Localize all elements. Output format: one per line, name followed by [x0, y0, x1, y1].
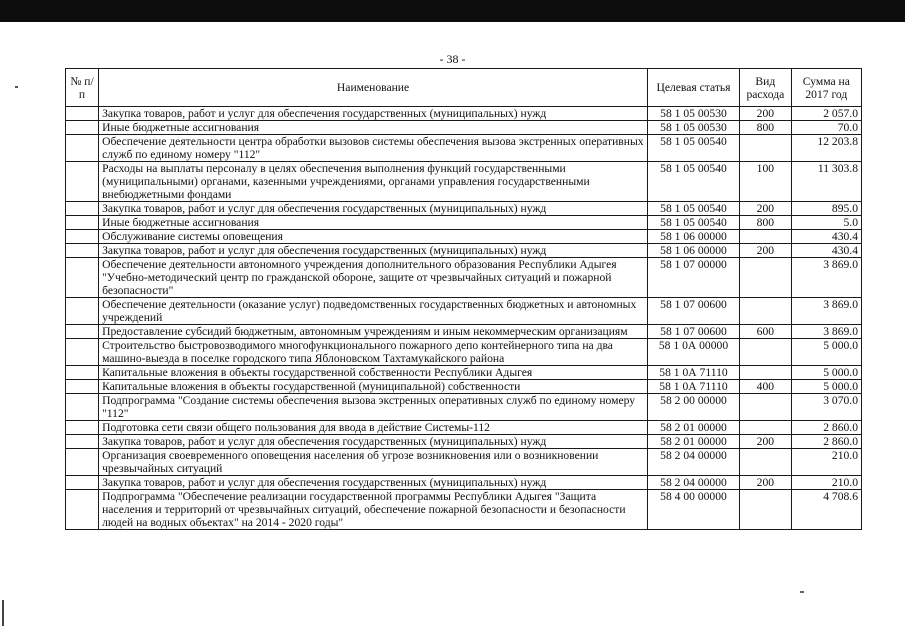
cell-article: 58 2 01 00000	[648, 435, 740, 449]
cell-num	[66, 202, 99, 216]
scan-edge-mark	[2, 600, 4, 626]
table-body	[66, 107, 862, 530]
cell-sum: 3 869.0	[791, 298, 861, 325]
cell-sum: 4 708.6	[791, 490, 861, 530]
table-row	[66, 366, 862, 380]
cell-name: Обеспечение деятельности центра обработки вызовов системы обеспечения вызова экстренных оперативных служб по единому номеру "112"	[99, 135, 648, 162]
cell-sum: 210.0	[791, 476, 861, 490]
cell-article: 58 1 06 00000	[648, 244, 740, 258]
cell-num	[66, 135, 99, 162]
cell-num	[66, 216, 99, 230]
header-num: № п/п	[66, 69, 99, 107]
cell-num	[66, 162, 99, 202]
table-row	[66, 380, 862, 394]
cell-name: Иные бюджетные ассигнования	[99, 121, 648, 135]
cell-sum: 5 000.0	[791, 366, 861, 380]
cell-kind	[740, 339, 792, 366]
cell-sum: 5 000.0	[791, 339, 861, 366]
cell-name: Обеспечение деятельности автономного учреждения дополнительного образования Республики Адыгея "Учебно-методический центр по гражданской обороне, защите от чрезвычайных ситуаций и пожарной безопасности"	[99, 258, 648, 298]
scan-speck	[800, 591, 804, 593]
table-row	[66, 490, 862, 530]
cell-name: Капитальные вложения в объекты государственной (муниципальной) собственности	[99, 380, 648, 394]
cell-name: Расходы на выплаты персоналу в целях обеспечения выполнения функций государственными (муниципальными) органами, казенными учреждениями, органами управления государственными внебюджетными фондами	[99, 162, 648, 202]
cell-article: 58 1 0А 71110	[648, 380, 740, 394]
cell-num	[66, 366, 99, 380]
cell-name: Капитальные вложения в объекты государственной собственности Республики Адыгея	[99, 366, 648, 380]
cell-sum: 210.0	[791, 449, 861, 476]
cell-num	[66, 298, 99, 325]
cell-kind	[740, 298, 792, 325]
cell-article: 58 1 05 00540	[648, 135, 740, 162]
cell-name: Обеспечение деятельности (оказание услуг) подведомственных государственных бюджетных и автономных учреждений	[99, 298, 648, 325]
cell-kind: 400	[740, 380, 792, 394]
cell-name: Подготовка сети связи общего пользования для ввода в действие Системы-112	[99, 421, 648, 435]
cell-name: Закупка товаров, работ и услуг для обеспечения государственных (муниципальных) нужд	[99, 435, 648, 449]
cell-name: Подпрограмма "Создание системы обеспечения вызова экстренных оперативных служб по единому номеру "112"	[99, 394, 648, 421]
table-header-row	[66, 69, 862, 107]
table-row	[66, 325, 862, 339]
cell-article: 58 2 00 00000	[648, 394, 740, 421]
cell-sum: 5 000.0	[791, 380, 861, 394]
cell-sum: 3 070.0	[791, 394, 861, 421]
header-article: Целевая статья	[648, 69, 740, 107]
cell-article: 58 1 07 00600	[648, 298, 740, 325]
cell-kind	[740, 366, 792, 380]
cell-kind: 200	[740, 107, 792, 121]
cell-num	[66, 380, 99, 394]
cell-article: 58 2 01 00000	[648, 421, 740, 435]
cell-name: Закупка товаров, работ и услуг для обеспечения государственных (муниципальных) нужд	[99, 202, 648, 216]
table-row	[66, 435, 862, 449]
scan-speck	[15, 86, 18, 88]
cell-kind	[740, 490, 792, 530]
cell-num	[66, 325, 99, 339]
table-row	[66, 162, 862, 202]
cell-name: Закупка товаров, работ и услуг для обеспечения государственных (муниципальных) нужд	[99, 476, 648, 490]
cell-article: 58 2 04 00000	[648, 449, 740, 476]
cell-num	[66, 339, 99, 366]
cell-num	[66, 121, 99, 135]
cell-article: 58 4 00 00000	[648, 490, 740, 530]
cell-article: 58 1 05 00530	[648, 107, 740, 121]
cell-num	[66, 230, 99, 244]
cell-kind	[740, 449, 792, 476]
cell-kind: 200	[740, 202, 792, 216]
table-row	[66, 135, 862, 162]
table-row	[66, 202, 862, 216]
header-name: Наименование	[99, 69, 648, 107]
cell-article: 58 2 04 00000	[648, 476, 740, 490]
cell-article: 58 1 06 00000	[648, 230, 740, 244]
cell-sum: 2 860.0	[791, 435, 861, 449]
table-row	[66, 107, 862, 121]
table-row	[66, 476, 862, 490]
cell-name: Строительство быстровозводимого многофункционального пожарного депо контейнерного типа на два машино-выезда в поселке городского типа Яблоновском Тахтамукайского района	[99, 339, 648, 366]
page-number: - 38 -	[439, 52, 466, 66]
cell-kind: 200	[740, 476, 792, 490]
cell-num	[66, 394, 99, 421]
cell-sum: 2 860.0	[791, 421, 861, 435]
cell-kind: 100	[740, 162, 792, 202]
cell-kind: 800	[740, 121, 792, 135]
cell-name: Предоставление субсидий бюджетным, автономным учреждениям и иным некоммерческим организациям	[99, 325, 648, 339]
cell-num	[66, 490, 99, 530]
table-row	[66, 421, 862, 435]
cell-kind	[740, 258, 792, 298]
cell-kind: 200	[740, 244, 792, 258]
cell-name: Обслуживание системы оповещения	[99, 230, 648, 244]
cell-article: 58 1 05 00540	[648, 162, 740, 202]
cell-num	[66, 435, 99, 449]
table-row	[66, 216, 862, 230]
table-row	[66, 394, 862, 421]
cell-sum: 895.0	[791, 202, 861, 216]
cell-kind: 800	[740, 216, 792, 230]
cell-article: 58 1 07 00600	[648, 325, 740, 339]
table-row	[66, 244, 862, 258]
cell-num	[66, 244, 99, 258]
cell-num	[66, 476, 99, 490]
cell-name: Иные бюджетные ассигнования	[99, 216, 648, 230]
cell-sum: 430.4	[791, 244, 861, 258]
cell-name: Организация своевременного оповещения населения об угрозе возникновения или о возникновении чрезвычайных ситуаций	[99, 449, 648, 476]
cell-article: 58 1 0А 71110	[648, 366, 740, 380]
cell-sum: 3 869.0	[791, 258, 861, 298]
table-row	[66, 121, 862, 135]
cell-num	[66, 421, 99, 435]
cell-article: 58 1 05 00540	[648, 216, 740, 230]
header-sum: Сумма на 2017 год	[791, 69, 861, 107]
cell-num	[66, 258, 99, 298]
cell-kind: 600	[740, 325, 792, 339]
cell-sum: 430.4	[791, 230, 861, 244]
cell-num	[66, 449, 99, 476]
table-row	[66, 258, 862, 298]
budget-table	[65, 68, 862, 530]
cell-sum: 5.0	[791, 216, 861, 230]
scan-top-border	[0, 0, 905, 22]
cell-kind	[740, 230, 792, 244]
cell-kind	[740, 394, 792, 421]
cell-sum: 70.0	[791, 121, 861, 135]
table-row	[66, 298, 862, 325]
cell-name: Подпрограмма "Обеспечение реализации государственной программы Республики Адыгея "Защита населения и территорий от чрезвычайных ситуаций, обеспечение пожарной безопасности и безопасности людей на водных объектах" на 2014 - 2020 годы"	[99, 490, 648, 530]
cell-sum: 12 203.8	[791, 135, 861, 162]
cell-sum: 3 869.0	[791, 325, 861, 339]
cell-sum: 11 303.8	[791, 162, 861, 202]
cell-article: 58 1 05 00530	[648, 121, 740, 135]
cell-num	[66, 107, 99, 121]
cell-kind	[740, 421, 792, 435]
table-row	[66, 339, 862, 366]
table-row	[66, 449, 862, 476]
cell-name: Закупка товаров, работ и услуг для обеспечения государственных (муниципальных) нужд	[99, 107, 648, 121]
table-row	[66, 230, 862, 244]
cell-article: 58 1 05 00540	[648, 202, 740, 216]
cell-article: 58 1 07 00000	[648, 258, 740, 298]
cell-name: Закупка товаров, работ и услуг для обеспечения государственных (муниципальных) нужд	[99, 244, 648, 258]
cell-kind: 200	[740, 435, 792, 449]
cell-sum: 2 057.0	[791, 107, 861, 121]
header-kind: Вид расхода	[740, 69, 792, 107]
cell-article: 58 1 0А 00000	[648, 339, 740, 366]
cell-kind	[740, 135, 792, 162]
